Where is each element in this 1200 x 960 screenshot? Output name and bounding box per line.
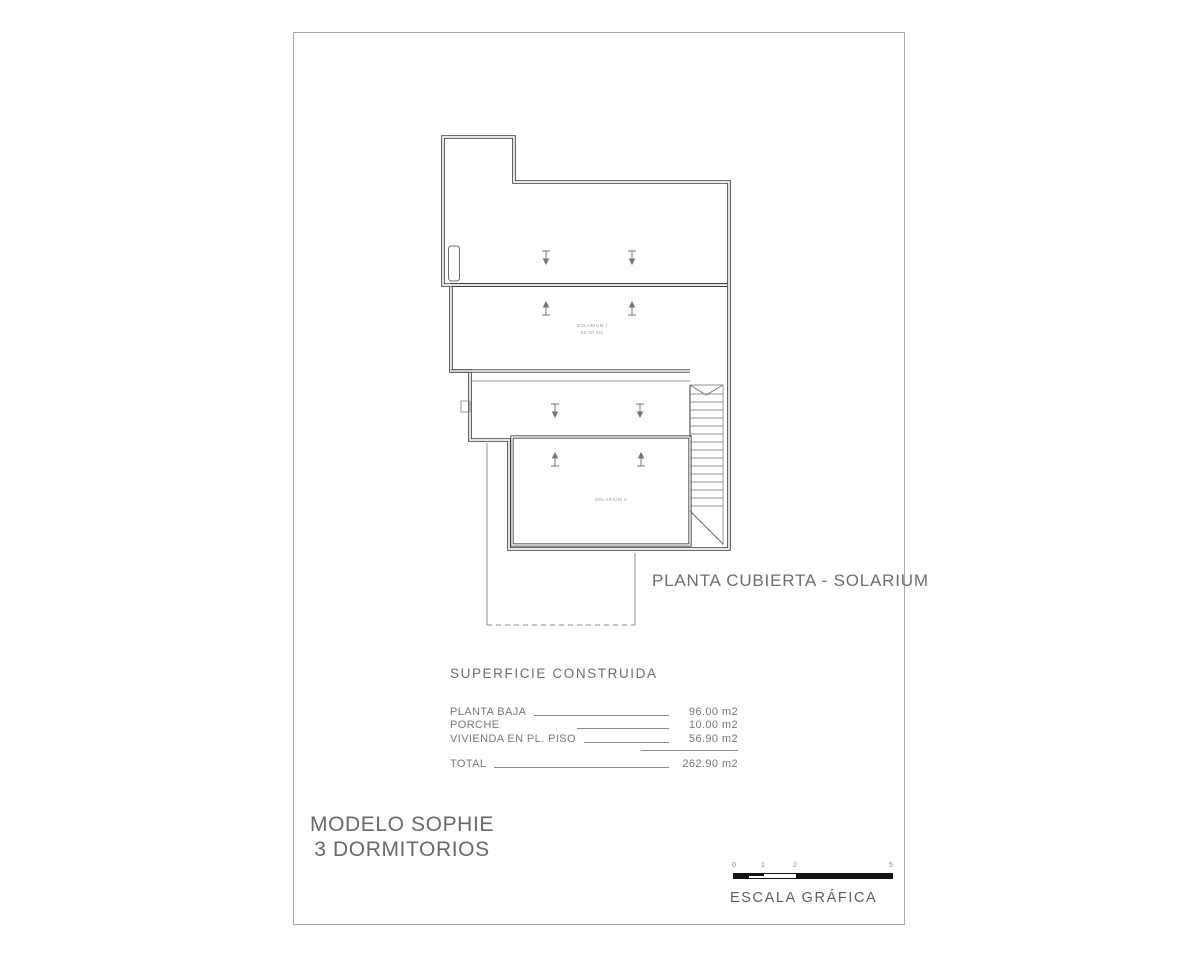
solarium-lower-label: SOLARIUM II	[594, 497, 628, 502]
leader-line	[534, 715, 669, 716]
leader-line	[584, 742, 669, 743]
scale-tick-labels	[733, 862, 893, 873]
leader-line	[494, 767, 669, 768]
scale-segment	[764, 874, 796, 878]
roof-outline	[443, 137, 729, 549]
areas-heading: SUPERFICIE CONSTRUIDA	[450, 666, 658, 681]
table-row	[450, 704, 738, 718]
scale-tick: 0	[732, 862, 736, 869]
floor-plan	[430, 120, 740, 640]
solarium-upper-area-label: 52.50 M2	[580, 330, 604, 335]
scale-tick: 5	[889, 862, 893, 869]
scale-tick: 1	[761, 862, 765, 869]
solarium-upper-label: SOLARIUM I	[576, 323, 608, 328]
scale-caption: ESCALA GRÁFICA	[730, 890, 878, 906]
model-name: MODELO SOPHIE	[309, 813, 494, 836]
row-label: PLANTA BAJA	[450, 705, 527, 718]
solarium-upper-wall	[451, 371, 690, 381]
leader-line	[577, 728, 669, 729]
scale-segment	[734, 874, 749, 878]
scale-segment	[749, 874, 764, 878]
chimney	[449, 246, 460, 281]
solarium-lower-walls	[512, 437, 690, 545]
table-row	[450, 731, 738, 745]
row-value: 262.90 m2	[682, 758, 738, 770]
sum-divider-line	[641, 750, 738, 751]
row-label: TOTAL	[450, 758, 487, 770]
model-title-block	[302, 812, 502, 862]
row-value: 96.00 m2	[688, 705, 738, 718]
model-bedrooms: 3 DORMITORIOS	[314, 838, 490, 861]
table-row	[450, 718, 738, 732]
row-value: 10.00 m2	[688, 719, 738, 731]
scale-strip	[733, 873, 893, 879]
scale-tick: 2	[793, 862, 797, 869]
stairs	[690, 385, 723, 545]
graphic-scale-bar	[733, 862, 893, 879]
row-label: VIVIENDA EN PL. PISO	[450, 732, 576, 745]
row-label: PORCHE	[450, 719, 500, 731]
plan-title: PLANTA CUBIERTA - SOLARIUM	[652, 571, 929, 590]
built-area-table	[450, 666, 738, 770]
scale-segment	[796, 874, 892, 878]
row-value: 56.90 m2	[688, 732, 738, 745]
table-row-total	[450, 757, 738, 771]
